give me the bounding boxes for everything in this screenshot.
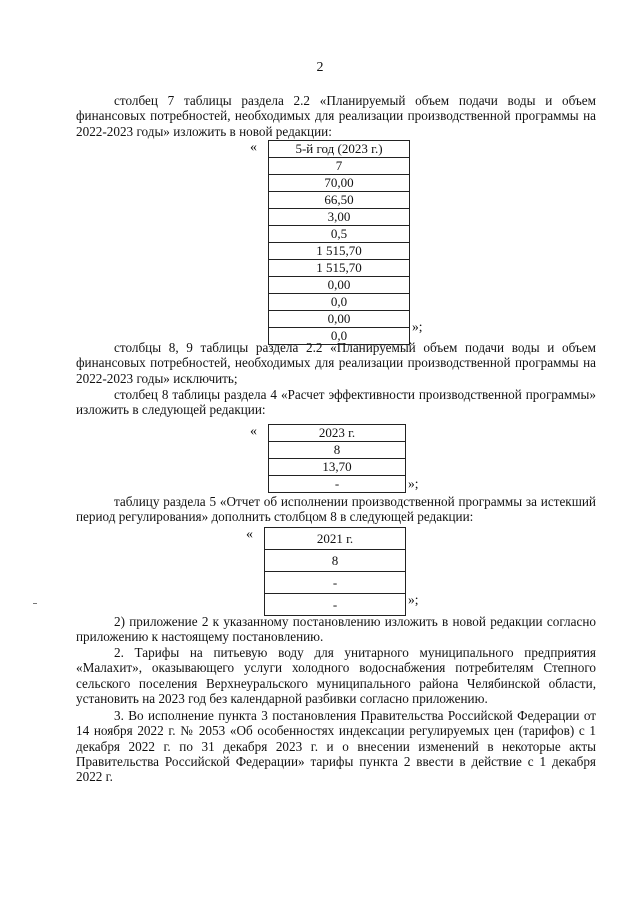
close-mark-2: »; xyxy=(408,476,419,491)
table-header-cell: 5-й год (2023 г.) xyxy=(269,141,410,158)
table-row xyxy=(269,209,410,226)
table-section4-column8 xyxy=(268,424,406,493)
table-row xyxy=(269,175,410,192)
page-number: 2 xyxy=(316,60,324,75)
table-cell: 1 515,70 xyxy=(269,243,410,260)
table-row xyxy=(269,158,410,175)
table-column7 xyxy=(268,140,410,345)
table-row xyxy=(269,476,406,493)
table-cell: 0,0 xyxy=(269,294,410,311)
table-row xyxy=(269,459,406,476)
table-cell: - xyxy=(269,476,406,493)
paragraph-column8-section4: столбец 8 таблицы раздела 4 «Расчет эффективности производственной программы» изложить в следующей редакции: xyxy=(76,387,596,418)
paragraph-section5-report: таблицу раздела 5 «Отчет об исполнении производственной программы за истекший период регулирования» дополнить столбцом 8 в следующей редакции: xyxy=(76,494,596,525)
table-row xyxy=(269,311,410,328)
table-row xyxy=(269,442,406,459)
table-cell: 7 xyxy=(269,158,410,175)
table-cell: - xyxy=(265,594,406,616)
paragraph-columns-8-9-exclude: столбцы 8, 9 таблицы раздела 2.2 «Планируемый объем подачи воды и объем финансовых потребностей, необходимых для реализации производственной программы на 2022-2023 годы» исключить; xyxy=(76,340,596,386)
table-cell: 0,0 xyxy=(269,328,410,345)
table-cell: 8 xyxy=(265,550,406,572)
table-row xyxy=(265,572,406,594)
table-cell: 1 515,70 xyxy=(269,260,410,277)
table-cell: - xyxy=(265,572,406,594)
table-row xyxy=(269,226,410,243)
table-cell: 3,00 xyxy=(269,209,410,226)
table-row xyxy=(269,277,410,294)
table-row xyxy=(269,294,410,311)
table-header-row xyxy=(269,425,406,442)
table-cell: 0,5 xyxy=(269,226,410,243)
table-cell: 0,00 xyxy=(269,277,410,294)
margin-mark xyxy=(33,603,37,604)
table-cell: 8 xyxy=(269,442,406,459)
paragraph-column7-intro: столбец 7 таблицы раздела 2.2 «Планируемый объем подачи воды и объем финансовых потребностей, необходимых для реализации производственной программы на 2022-2023 годы» изложить в новой редакции: xyxy=(76,93,596,139)
table-row xyxy=(265,550,406,572)
close-mark-1: »; xyxy=(412,319,423,334)
table-cell: 70,00 xyxy=(269,175,410,192)
table-row xyxy=(265,594,406,616)
table-header-row xyxy=(265,528,406,550)
paragraph-tariffs-malakhit: 2. Тарифы на питьевую воду для унитарного муниципального предприятия «Малахит», оказывающего услуги холодного водоснабжения потребителям Степного сельского поселения Верхнеуральского муниципального района Челябинской области, установить на 2023 год без календарной разбивки согласно приложению. xyxy=(76,645,596,706)
table-header-cell: 2023 г. xyxy=(269,425,406,442)
open-quote-1: « xyxy=(250,140,257,155)
table-header-row xyxy=(269,141,410,158)
paragraph-indexation-decree: 3. Во исполнение пункта 3 постановления Правительства Российской Федерации от 14 ноября 2022 г. № 2053 «Об особенностях индексации регулируемых цен (тарифов) с 1 декабря 2022 г. по 31 декабря 2023 г. и о внесении изменений в некоторые акты Правительства Российской Федерации» тарифы пункта 2 ввести в действие с 1 декабря 2022 г. xyxy=(76,708,596,785)
table-cell: 13,70 xyxy=(269,459,406,476)
table-cell: 0,00 xyxy=(269,311,410,328)
table-row xyxy=(269,243,410,260)
table-section5-column8 xyxy=(264,527,406,616)
close-mark-3: »; xyxy=(408,592,419,607)
open-quote-2: « xyxy=(250,424,257,439)
table-row xyxy=(269,260,410,277)
table-cell: 66,50 xyxy=(269,192,410,209)
paragraph-appendix2: 2) приложение 2 к указанному постановлению изложить в новой редакции согласно приложению к настоящему постановлению. xyxy=(76,614,596,645)
open-quote-3: « xyxy=(246,527,253,542)
table-row xyxy=(269,192,410,209)
table-header-cell: 2021 г. xyxy=(265,528,406,550)
